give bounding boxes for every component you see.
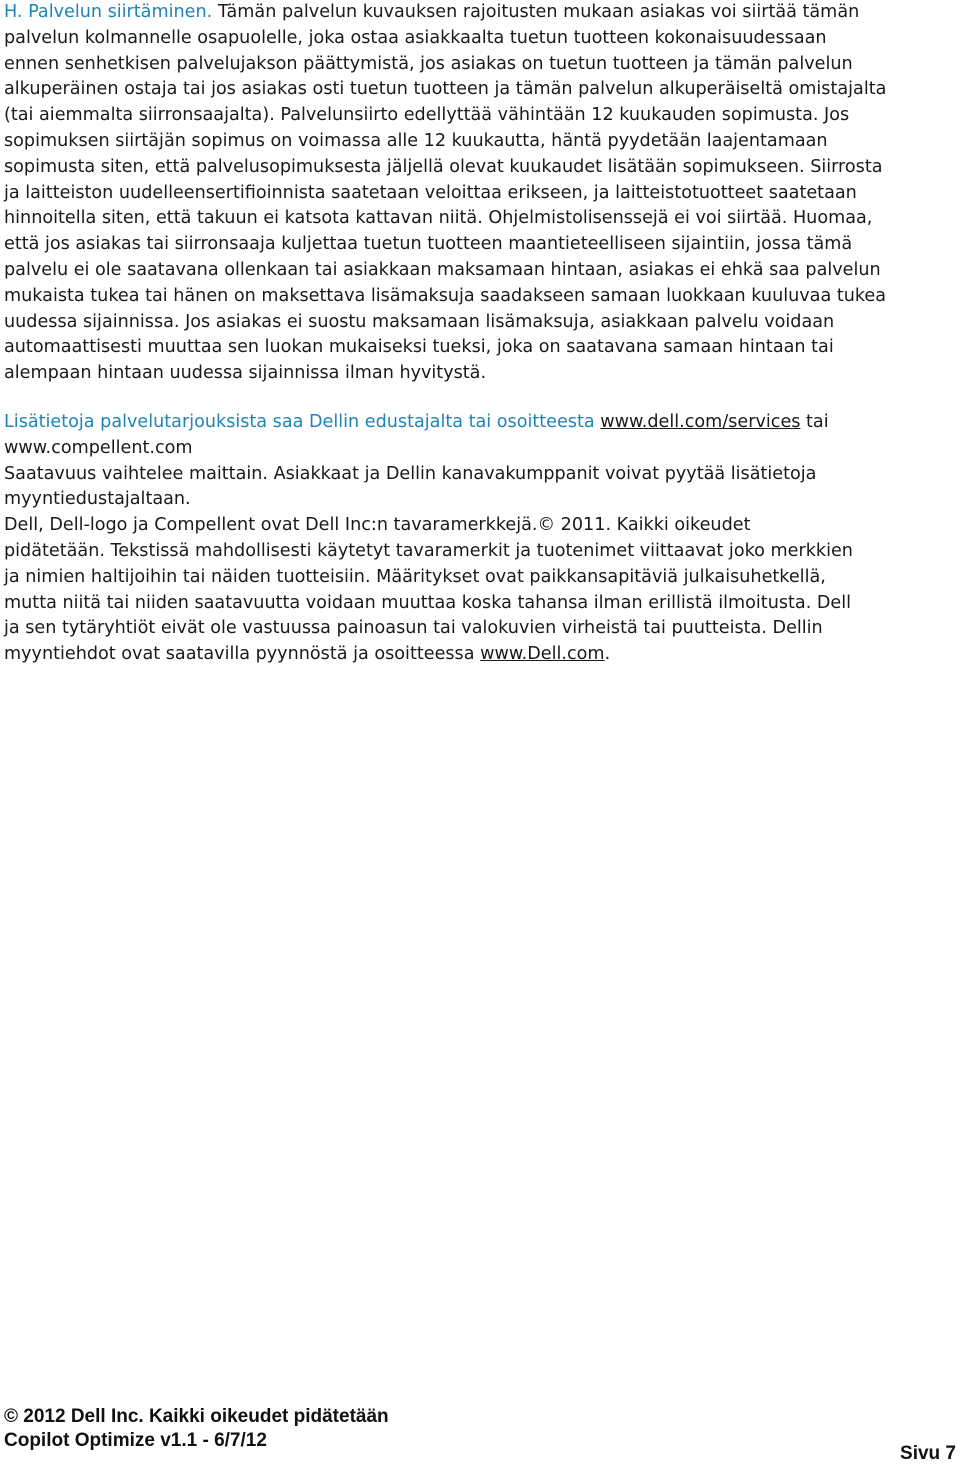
info-last-lead: myyntiehdot ovat saatavilla pyynnöstä ja osoitteessa <box>4 644 475 665</box>
section-text-line: hinnoitella siten, että takuun ei katsota kattavan niitä. Ohjelmistolisenssejä ei voi siirtää. Huomaa, <box>4 208 873 229</box>
or-word: tai <box>806 412 829 432</box>
section-text-line: ennen senhetkisen palvelujakson päättymistä, jos asiakas on tuetun tuotteen ja tämän palvelun <box>4 53 853 74</box>
section-text-line: ja laitteiston uudelleensertifioinnista saatetaan veloittaa erikseen, ja laitteistotuotteet saatetaan <box>4 182 857 203</box>
section-text: Tämän palvelun kuvauksen rajoitusten mukaan asiakas voi siirtää tämän <box>217 2 860 22</box>
section-text-line: alkuperäinen ostaja tai jos asiakas osti tuetun tuotteen ja tämän palvelun alkuperäiseltä omistajalta <box>4 79 887 100</box>
section-text-line: sopimuksen siirtäjän sopimus on voimassa alle 12 kuukautta, häntä pyydetään laajentamaan <box>4 130 828 151</box>
footer-copyright: © 2012 Dell Inc. Kaikki oikeudet pidätetään <box>4 1406 389 1427</box>
info-text-line: ja sen tytäryhtiöt eivät ole vastuussa painoasun tai valokuvien virheistä tai puutteista. Dellin <box>4 618 823 639</box>
services-link[interactable]: www.dell.com/services <box>600 412 801 432</box>
page-footer <box>4 1405 389 1453</box>
dell-link[interactable]: www.Dell.com <box>480 644 605 665</box>
compellent-link[interactable]: www.compellent.com <box>4 437 193 458</box>
info-section <box>4 410 956 668</box>
section-text-line: että jos asiakas tai siirronsaaja kuljettaa tuetun tuotteen maantieteelliseen sijaintiin, jossa tämä <box>4 234 853 255</box>
info-text-line: Saatavuus vaihtelee maittain. Asiakkaat ja Dellin kanavakumppanit voivat pyytää lisätietoja <box>4 463 817 484</box>
info-text-line: myyntiedustajaltaan. <box>4 489 191 510</box>
info-text-line: ja nimien haltijoihin tai näiden tuotteisiin. Määritykset ovat paikkansapitäviä julkaisuhetkellä, <box>4 566 826 587</box>
info-last-line <box>4 642 956 668</box>
info-text-line: pidätetään. Tekstissä mahdollisesti käytetyt tavaramerkit ja tuotenimet viittaavat joko merkkien <box>4 540 853 561</box>
section-text-line: uudessa sijainnissa. Jos asiakas ei suostu maksamaan lisämaksuja, asiakkaan palvelu voidaan <box>4 311 835 332</box>
info-text-line: mutta niitä tai niiden saatavuutta voidaan muuttaa koska tahansa ilman erillistä ilmoitusta. Dell <box>4 592 852 613</box>
section-text-line: automaattisesti muuttaa sen luokan mukaiseksi tueksi, joka on saatavana samaan hintaan tai <box>4 337 834 358</box>
info-text-line: Dell, Dell-logo ja Compellent ovat Dell Inc:n tavaramerkkejä.© 2011. Kaikki oikeudet <box>4 515 751 536</box>
period: . <box>604 644 611 665</box>
transfer-section <box>4 0 956 387</box>
section-text-line: palvelun kolmannelle osapuolelle, joka ostaa asiakkaalta tuetun tuotteen kokonaisuudessaan <box>4 27 827 48</box>
section-text-line: sopimusta siten, että palvelusopimuksesta jäljellä olevat kuukaudet lisätään sopimukseen. Siirrosta <box>4 156 883 177</box>
section-text-line: (tai aiemmalta siirronsaajalta). Palvelunsiirto edellyttää vähintään 12 kuukauden sopimusta. Jos <box>4 105 850 126</box>
info-first-line <box>4 410 956 436</box>
section-heading: H. Palvelun siirtäminen. <box>4 2 213 22</box>
section-first-line <box>4 0 956 26</box>
info-lead: Lisätietoja palvelutarjouksista saa Dellin edustajalta tai osoitteesta <box>4 412 595 432</box>
section-text-line: mukaista tukea tai hänen on maksettava lisämaksuja saadakseen samaan luokkaan kuuluvaa tukea <box>4 285 887 306</box>
page-number: Sivu 7 <box>900 1443 956 1464</box>
section-text-line: palvelu ei ole saatavana ollenkaan tai asiakkaan maksamaan hintaan, asiakas ei ehkä saa palvelun <box>4 259 881 280</box>
footer-version: Copilot Optimize v1.1 - 6/7/12 <box>4 1430 267 1451</box>
section-text-line: alempaan hintaan uudessa sijainnissa ilman hyvitystä. <box>4 363 487 384</box>
